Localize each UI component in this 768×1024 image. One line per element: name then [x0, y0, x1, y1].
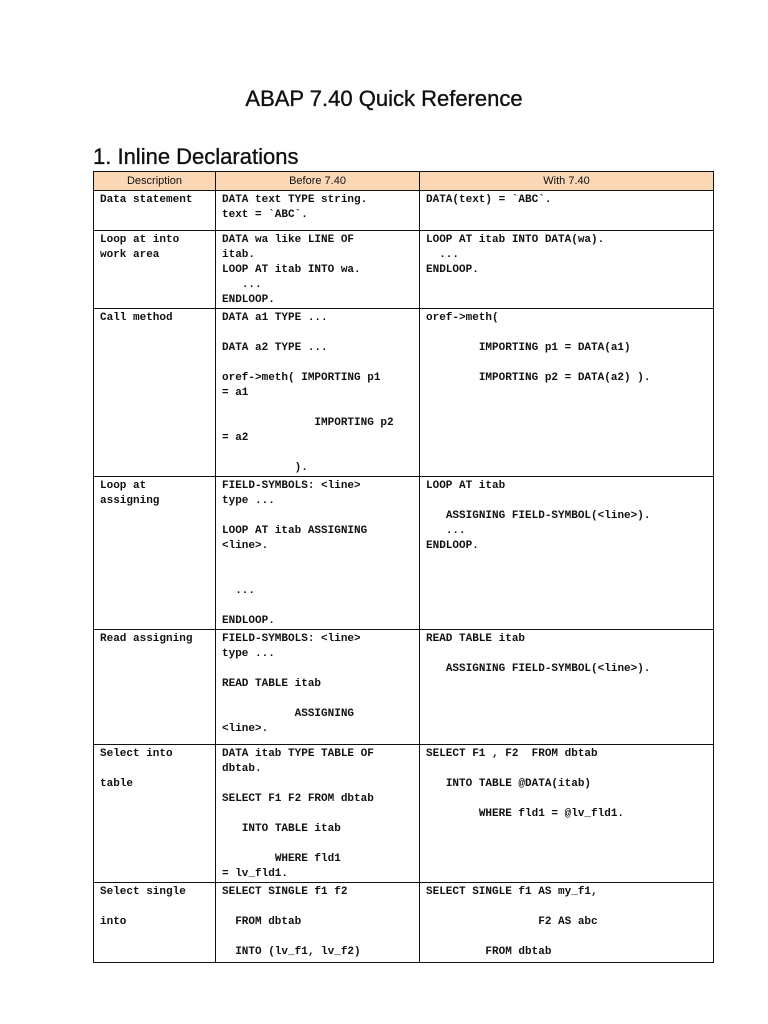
- cell-with: SELECT SINGLE f1 AS my_f1, F2 AS abc FROM dbtab: [420, 883, 714, 963]
- cell-with: READ TABLE itab ASSIGNING FIELD-SYMBOL(<line>).: [420, 630, 714, 745]
- cell-with: DATA(text) = `ABC`.: [420, 191, 714, 231]
- document-title: ABAP 7.40 Quick Reference: [245, 86, 523, 111]
- table-row: [94, 309, 714, 477]
- cell-description: Select single into: [94, 883, 216, 963]
- header-description: Description: [94, 172, 216, 191]
- cell-before: FIELD-SYMBOLS: <line> type ... LOOP AT itab ASSIGNING <line>. ... ENDLOOP.: [216, 477, 420, 630]
- cell-before: DATA itab TYPE TABLE OF dbtab. SELECT F1 F2 FROM dbtab INTO TABLE itab WHERE fld1 = lv_fld1.: [216, 745, 420, 883]
- table-header-row: [94, 172, 714, 191]
- cell-with: oref->meth( IMPORTING p1 = DATA(a1) IMPORTING p2 = DATA(a2) ).: [420, 309, 714, 477]
- cell-before: SELECT SINGLE f1 f2 FROM dbtab INTO (lv_f1, lv_f2): [216, 883, 420, 963]
- cell-description: Loop at assigning: [94, 477, 216, 630]
- cell-with: SELECT F1 , F2 FROM dbtab INTO TABLE @DATA(itab) WHERE fld1 = @lv_fld1.: [420, 745, 714, 883]
- cell-before: FIELD-SYMBOLS: <line> type ... READ TABLE itab ASSIGNING <line>.: [216, 630, 420, 745]
- cell-before: DATA text TYPE string. text = `ABC`.: [216, 191, 420, 231]
- cell-with: LOOP AT itab INTO DATA(wa). ... ENDLOOP.: [420, 231, 714, 309]
- cell-with: LOOP AT itab ASSIGNING FIELD-SYMBOL(<line>). ... ENDLOOP.: [420, 477, 714, 630]
- header-with: With 7.40: [420, 172, 714, 191]
- cell-description: Loop at into work area: [94, 231, 216, 309]
- cell-before: DATA a1 TYPE ... DATA a2 TYPE ... oref->meth( IMPORTING p1 = a1 IMPORTING p2 = a2 ).: [216, 309, 420, 477]
- table-row: [94, 745, 714, 883]
- table-row: [94, 231, 714, 309]
- cell-before: DATA wa like LINE OF itab. LOOP AT itab INTO wa. ... ENDLOOP.: [216, 231, 420, 309]
- table-row: [94, 630, 714, 745]
- table-row: [94, 883, 714, 963]
- cell-description: Read assigning: [94, 630, 216, 745]
- cell-description: Data statement: [94, 191, 216, 231]
- cell-description: Call method: [94, 309, 216, 477]
- cell-description: Select into table: [94, 745, 216, 883]
- reference-table: [93, 171, 714, 963]
- header-before: Before 7.40: [216, 172, 420, 191]
- section-heading: 1. Inline Declarations: [93, 144, 299, 169]
- table-row: [94, 477, 714, 630]
- table-row: [94, 191, 714, 231]
